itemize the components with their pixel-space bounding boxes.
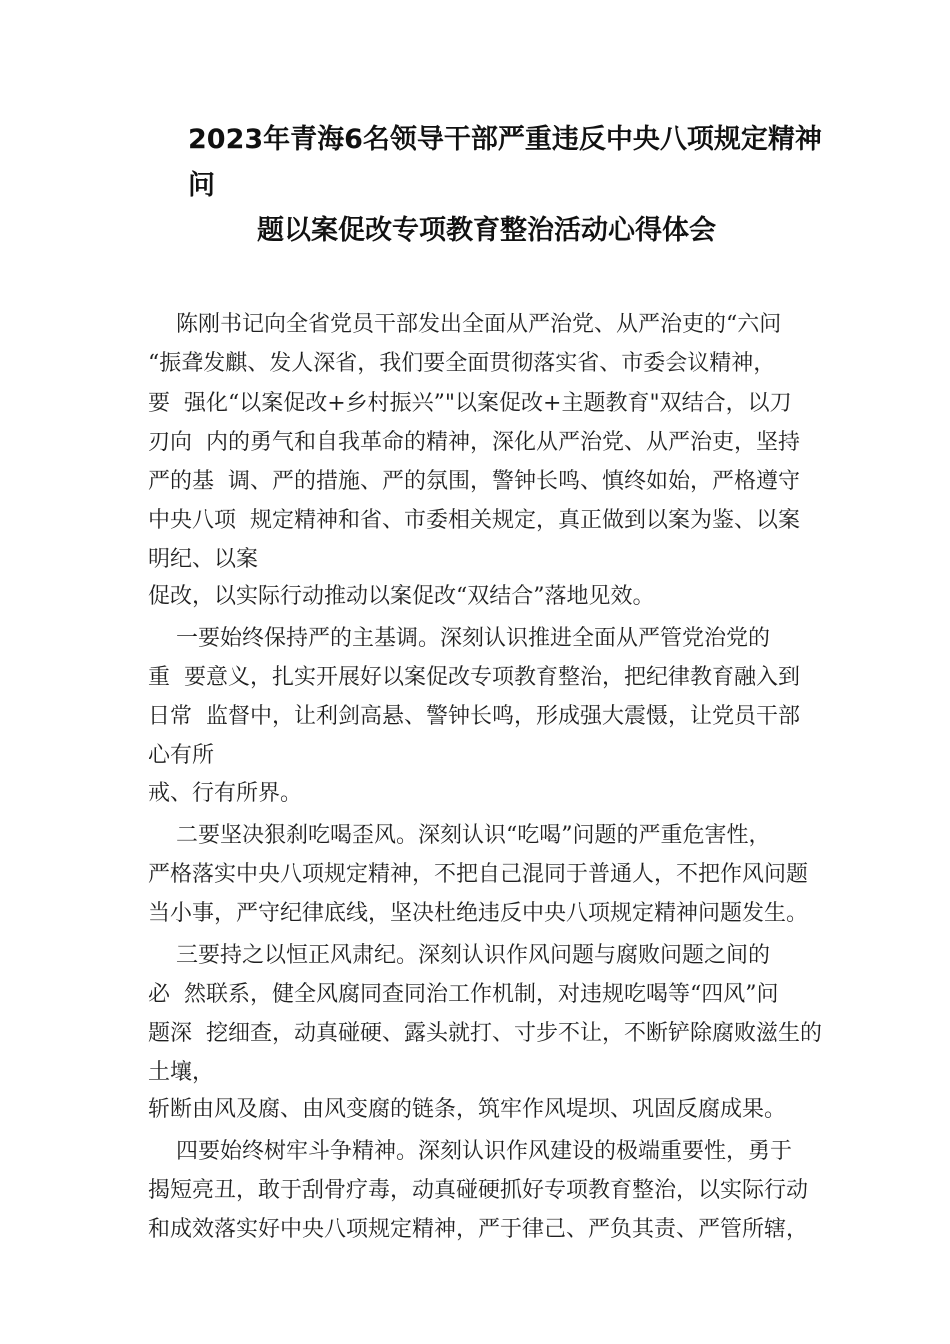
- paragraph-line: 二要坚决狠刹吃喝歪风。深刻认识“吃喝”问题的严重危害性，: [148, 823, 771, 848]
- paragraph-line: “振聋发麒、发人深省，我们要全面贯彻落实省、市委会议精神，: [148, 351, 776, 376]
- paragraph-line: 当小事，严守纪律底线，坚决杜绝违反中央八项规定精神问题发生。: [148, 901, 809, 926]
- paragraph-line: 日常 监督中，让利剑高悬、警钟长鸣，形成强大震慑，让党员干部: [148, 704, 800, 729]
- paragraph-line: 明纪、以案: [148, 547, 259, 572]
- paragraph-line: 必 然联系，健全风腐同查同治工作机制，对违规吃喝等“四风”问: [148, 982, 779, 1007]
- title-line-2: 问: [188, 170, 215, 201]
- title-line-1: 2023年青海6名领导干部严重违反中央八项规定精神: [188, 124, 822, 155]
- paragraph-line: 一要始终保持严的主基调。深刻认识推进全面从严管党治党的: [148, 626, 770, 651]
- title-line-3: 题以案促改专项教育整治活动心得体会: [257, 215, 716, 246]
- paragraph-line: 心有所: [148, 743, 215, 768]
- paragraph-line: 土壤，: [148, 1060, 215, 1085]
- paragraph-line: 严格落实中央八项规定精神，不把自己混同于普通人，不把作风问题: [148, 862, 809, 887]
- paragraph-line: 斩断由风及腐、由风变腐的链条，筑牢作风堤坝、巩固反腐成果。: [148, 1097, 787, 1122]
- paragraph-line: 刃向 内的勇气和自我革命的精神，深化从严治党、从严治吏，坚持: [148, 430, 800, 455]
- paragraph-line: 重 要意义，扎实开展好以案促改专项教育整治，把纪律教育融入到: [148, 665, 800, 690]
- paragraph-line: 题深 挖细查，动真碰硬、露头就打、寸步不让，不断铲除腐败滋生的: [148, 1021, 822, 1046]
- paragraph-line: 戒、行有所界。: [148, 781, 303, 806]
- paragraph-line: 和成效落实好中央八项规定精神，严于律己、严负其责、严管所辖，: [148, 1217, 809, 1242]
- paragraph-line: 严的基 调、严的措施、严的氛围，警钟长鸣、慎终如始，严格遵守: [148, 469, 800, 494]
- paragraph-line: 四要始终树牢斗争精神。深刻认识作风建设的极端重要性，勇于: [148, 1139, 792, 1164]
- paragraph-line: 中央八项 规定精神和省、市委相关规定，真正做到以案为鉴、以案: [148, 508, 800, 533]
- paragraph-line: 促改，以实际行动推动以案促改“双结合”落地见效。: [148, 584, 655, 609]
- paragraph-line: 要 强化“以案促改+乡村振兴”"以案促改+主题教育"双结合，以刀: [148, 391, 792, 416]
- paragraph-line: 三要持之以恒正风肃纪。深刻认识作风问题与腐败问题之间的: [148, 943, 770, 968]
- paragraph-line: 陈刚书记向全省党员干部发出全面从严治党、从严治吏的“六问: [148, 312, 782, 337]
- paragraph-line: 揭短亮丑，敢于刮骨疗毒，动真碰硬抓好专项教育整治，以实际行动: [148, 1178, 809, 1203]
